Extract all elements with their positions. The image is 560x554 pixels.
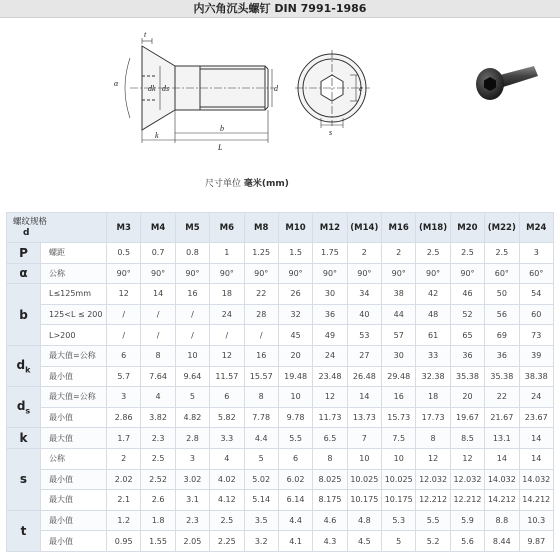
table-cell: 38.38 (519, 366, 553, 387)
table-cell: 26 (278, 284, 312, 305)
table-cell: 2 (382, 243, 416, 264)
table-cell: 5.82 (210, 407, 244, 428)
table-cell: / (244, 325, 278, 346)
table-cell: 5 (244, 448, 278, 469)
table-cell: 30 (313, 284, 347, 305)
table-row (7, 263, 554, 284)
row-label: 最大值=公称 (41, 345, 107, 366)
param-symbol-main: t (20, 523, 27, 538)
unit-note (205, 176, 289, 189)
table-cell: 2.3 (175, 510, 209, 531)
table-row (7, 428, 554, 449)
param-symbol (7, 243, 41, 264)
table-cell: 14 (485, 448, 519, 469)
param-symbol-main: α (19, 266, 28, 281)
table-cell: 1.5 (278, 243, 312, 264)
table-cell: 2.5 (450, 243, 484, 264)
table-cell: 44 (382, 304, 416, 325)
table-cell: 1.75 (313, 243, 347, 264)
size-header: M16 (382, 213, 416, 243)
table-cell: 14.212 (485, 490, 519, 511)
table-cell: 9.87 (519, 531, 553, 552)
size-header: M24 (519, 213, 553, 243)
table-cell: 36 (485, 345, 519, 366)
table-cell: 3 (107, 387, 141, 408)
dim-a: α (114, 79, 119, 88)
param-symbol (7, 448, 41, 510)
table-cell: 5.5 (278, 428, 312, 449)
table-cell: / (141, 304, 175, 325)
table-cell: 18 (210, 284, 244, 305)
param-symbol-sub: k (25, 365, 31, 375)
table-row (7, 366, 554, 387)
table-row (7, 345, 554, 366)
table-cell: 2.02 (107, 469, 141, 490)
table-cell: 4.02 (210, 469, 244, 490)
param-symbol-main: P (19, 245, 28, 260)
table-cell: 22 (244, 284, 278, 305)
table-cell: 3.2 (244, 531, 278, 552)
table-cell: 49 (313, 325, 347, 346)
table-cell: 8.025 (313, 469, 347, 490)
table-row (7, 304, 554, 325)
table-row (7, 531, 554, 552)
table-cell: 14 (347, 387, 381, 408)
table-cell: 61 (416, 325, 450, 346)
table-cell: / (175, 325, 209, 346)
table-cell: 54 (519, 284, 553, 305)
table-cell: 7.64 (141, 366, 175, 387)
table-cell: 10.175 (347, 490, 381, 511)
table-cell: 2.5 (210, 510, 244, 531)
table-cell: 33 (416, 345, 450, 366)
dim-L: L (218, 143, 223, 152)
table-cell: 4.3 (313, 531, 347, 552)
table-cell: 4.8 (347, 510, 381, 531)
table-row (7, 325, 554, 346)
corner-header (7, 213, 107, 243)
table-cell: 4.5 (347, 531, 381, 552)
table-cell: 3.5 (244, 510, 278, 531)
row-label: 最大值=公称 (41, 387, 107, 408)
table-cell: 14 (519, 448, 553, 469)
table-cell: 24 (519, 387, 553, 408)
table-cell: 12.032 (450, 469, 484, 490)
table-cell: 90° (175, 263, 209, 284)
table-row (7, 284, 554, 305)
table-cell: 90° (313, 263, 347, 284)
param-symbol (7, 510, 41, 551)
table-cell: 24 (313, 345, 347, 366)
table-cell: 0.5 (107, 243, 141, 264)
table-row (7, 243, 554, 264)
table-cell: 60° (485, 263, 519, 284)
param-symbol (7, 263, 41, 284)
table-cell: 14.032 (519, 469, 553, 490)
size-header: M6 (210, 213, 244, 243)
param-symbol-main: k (19, 431, 28, 446)
table-cell: 2.5 (485, 243, 519, 264)
table-cell: 3.3 (210, 428, 244, 449)
row-label: 最大值 (41, 490, 107, 511)
row-label: 最小值 (41, 531, 107, 552)
table-cell: 90° (107, 263, 141, 284)
param-symbol (7, 284, 41, 346)
table-cell: 16 (244, 345, 278, 366)
table-cell: / (107, 325, 141, 346)
table-cell: 6 (278, 448, 312, 469)
table-cell: 8.44 (485, 531, 519, 552)
table-cell: 4.4 (278, 510, 312, 531)
table-cell: 3.1 (175, 490, 209, 511)
row-label: 公称 (41, 263, 107, 284)
corner-symbol: d (23, 227, 30, 238)
param-symbol (7, 345, 41, 386)
table-cell: 69 (485, 325, 519, 346)
table-cell: 32.38 (416, 366, 450, 387)
table-cell: 10.175 (382, 490, 416, 511)
table-cell: 3 (519, 243, 553, 264)
table-cell: 11.57 (210, 366, 244, 387)
table-cell: 90° (416, 263, 450, 284)
dim-dk: dk (148, 84, 156, 93)
table-cell: 1 (210, 243, 244, 264)
table-cell: 6.14 (278, 490, 312, 511)
screw-photo (470, 50, 550, 120)
table-cell: 19.48 (278, 366, 312, 387)
table-cell: 21.67 (485, 407, 519, 428)
table-cell: 12 (107, 284, 141, 305)
table-header-row (7, 213, 554, 243)
param-symbol-main: d (16, 399, 26, 414)
row-label: 最小值 (41, 469, 107, 490)
table-cell: 3 (175, 448, 209, 469)
table-cell: 4.82 (175, 407, 209, 428)
row-label: 最小值 (41, 366, 107, 387)
table-cell: 10.025 (347, 469, 381, 490)
table-cell: 26.48 (347, 366, 381, 387)
table-cell: 16 (175, 284, 209, 305)
table-cell: 8 (416, 428, 450, 449)
table-cell: 1.8 (141, 510, 175, 531)
table-cell: 28 (244, 304, 278, 325)
table-row (7, 448, 554, 469)
size-header: (M22) (485, 213, 519, 243)
table-cell: 14 (519, 428, 553, 449)
table-cell: 39 (519, 345, 553, 366)
table-cell: 90° (382, 263, 416, 284)
table-cell: 13.73 (347, 407, 381, 428)
dim-b: b (220, 124, 224, 133)
param-symbol (7, 387, 41, 428)
size-header: M3 (107, 213, 141, 243)
table-cell: 45 (278, 325, 312, 346)
table-cell: 90° (210, 263, 244, 284)
size-header: M5 (175, 213, 209, 243)
table-cell: 90° (244, 263, 278, 284)
table-cell: 4.6 (313, 510, 347, 531)
table-cell: 14 (141, 284, 175, 305)
size-header: M20 (450, 213, 484, 243)
table-cell: 5.6 (450, 531, 484, 552)
table-cell: 5 (175, 387, 209, 408)
table-cell: 34 (347, 284, 381, 305)
table-cell: 12 (416, 448, 450, 469)
table-cell: 12 (450, 448, 484, 469)
table-cell: 24 (210, 304, 244, 325)
table-cell: 23.48 (313, 366, 347, 387)
table-cell: 50 (485, 284, 519, 305)
table-cell: 6.5 (313, 428, 347, 449)
table-cell: 14.212 (519, 490, 553, 511)
table-cell: 5.02 (244, 469, 278, 490)
table-cell: 5.5 (416, 510, 450, 531)
table-cell: 6 (210, 387, 244, 408)
table-cell: 2.6 (141, 490, 175, 511)
table-cell: 27 (347, 345, 381, 366)
table-cell: 90° (450, 263, 484, 284)
row-label: 125<L ≤ 200 (41, 304, 107, 325)
table-cell: / (210, 325, 244, 346)
dim-ds: ds (162, 84, 170, 93)
table-cell: 10.3 (519, 510, 553, 531)
table-cell: 2.5 (416, 243, 450, 264)
table-cell: 3.82 (141, 407, 175, 428)
table-cell: 2 (347, 243, 381, 264)
table-cell: 90° (278, 263, 312, 284)
spec-table (6, 212, 554, 552)
row-label: 最小值 (41, 510, 107, 531)
size-header: M8 (244, 213, 278, 243)
table-cell: 10 (347, 448, 381, 469)
table-cell: 20 (450, 387, 484, 408)
dim-d: d (274, 84, 278, 93)
table-cell: / (175, 304, 209, 325)
table-cell: 46 (450, 284, 484, 305)
table-cell: 17.73 (416, 407, 450, 428)
table-cell: 36 (450, 345, 484, 366)
unit-label: 尺寸单位 (205, 179, 242, 189)
table-cell: 35.38 (450, 366, 484, 387)
param-symbol-main: b (19, 307, 28, 322)
table-cell: 40 (347, 304, 381, 325)
table-cell: 8 (313, 448, 347, 469)
table-cell: 5.9 (450, 510, 484, 531)
table-cell: 5.3 (382, 510, 416, 531)
table-cell: 12.212 (416, 490, 450, 511)
table-cell: 4.12 (210, 490, 244, 511)
table-cell: 18 (416, 387, 450, 408)
dim-t: t (144, 30, 147, 39)
table-cell: 14.032 (485, 469, 519, 490)
page-title: 内六角沉头螺钉 DIN 7991-1986 (0, 0, 560, 18)
table-cell: 8.175 (313, 490, 347, 511)
param-symbol-main: d (16, 357, 26, 372)
table-row (7, 387, 554, 408)
technical-drawing (100, 28, 400, 168)
table-cell: 60 (519, 304, 553, 325)
table-cell: 42 (416, 284, 450, 305)
table-cell: 4.1 (278, 531, 312, 552)
table-cell: 0.8 (175, 243, 209, 264)
table-cell: 1.55 (141, 531, 175, 552)
size-header: M12 (313, 213, 347, 243)
table-cell: 2.05 (175, 531, 209, 552)
table-cell: 5 (382, 531, 416, 552)
param-symbol-main: s (19, 472, 28, 487)
table-cell: 6 (107, 345, 141, 366)
table-row (7, 407, 554, 428)
table-cell: 13.1 (485, 428, 519, 449)
table-cell: 8 (244, 387, 278, 408)
size-header: (M18) (416, 213, 450, 243)
table-row (7, 490, 554, 511)
table-cell: 5.2 (416, 531, 450, 552)
table-cell: 11.73 (313, 407, 347, 428)
row-label: 最小值 (41, 407, 107, 428)
table-cell: 30 (382, 345, 416, 366)
table-cell: 12 (210, 345, 244, 366)
table-cell: 90° (347, 263, 381, 284)
table-cell: 4 (141, 387, 175, 408)
table-cell: 7.78 (244, 407, 278, 428)
table-cell: 12.212 (450, 490, 484, 511)
table-cell: 57 (382, 325, 416, 346)
table-cell: 5.7 (107, 366, 141, 387)
table-cell: 8.8 (485, 510, 519, 531)
table-cell: 22 (485, 387, 519, 408)
dim-e: e (359, 84, 363, 93)
table-cell: 2.86 (107, 407, 141, 428)
row-label: L≤125mm (41, 284, 107, 305)
table-cell: 32 (278, 304, 312, 325)
table-cell: 73 (519, 325, 553, 346)
table-cell: 2.8 (175, 428, 209, 449)
table-cell: / (141, 325, 175, 346)
table-cell: 29.48 (382, 366, 416, 387)
row-label: 螺距 (41, 243, 107, 264)
param-symbol-sub: s (25, 406, 31, 416)
table-cell: 15.73 (382, 407, 416, 428)
table-cell: 0.95 (107, 531, 141, 552)
table-cell: 5.14 (244, 490, 278, 511)
unit-value: 毫米(mm) (243, 179, 289, 189)
param-symbol (7, 428, 41, 449)
dim-s: s (329, 128, 333, 137)
table-cell: 48 (416, 304, 450, 325)
table-cell: 3.02 (175, 469, 209, 490)
table-cell: 0.7 (141, 243, 175, 264)
table-cell: 65 (450, 325, 484, 346)
table-cell: 12 (313, 387, 347, 408)
dim-k: k (155, 131, 159, 140)
table-cell: 56 (485, 304, 519, 325)
table-cell: 52 (450, 304, 484, 325)
table-row (7, 510, 554, 531)
table-cell: 23.67 (519, 407, 553, 428)
table-cell: 8 (141, 345, 175, 366)
table-cell: 1.25 (244, 243, 278, 264)
table-cell: 2.25 (210, 531, 244, 552)
table-cell: 6.02 (278, 469, 312, 490)
table-cell: 7 (347, 428, 381, 449)
table-cell: 1.7 (107, 428, 141, 449)
row-label: L>200 (41, 325, 107, 346)
table-row (7, 469, 554, 490)
table-cell: 2 (107, 448, 141, 469)
table-cell: 20 (278, 345, 312, 366)
size-header: (M14) (347, 213, 381, 243)
table-cell: 53 (347, 325, 381, 346)
table-cell: / (107, 304, 141, 325)
table-cell: 16 (382, 387, 416, 408)
table-cell: 19.67 (450, 407, 484, 428)
table-cell: 10.025 (382, 469, 416, 490)
corner-label: 螺纹规格 (13, 216, 48, 227)
table-cell: 4.4 (244, 428, 278, 449)
size-header: M4 (141, 213, 175, 243)
table-cell: 10 (382, 448, 416, 469)
table-cell: 4 (210, 448, 244, 469)
table-cell: 35.38 (485, 366, 519, 387)
table-cell: 12.032 (416, 469, 450, 490)
row-label: 公称 (41, 448, 107, 469)
table-cell: 1.2 (107, 510, 141, 531)
row-label: 最大值 (41, 428, 107, 449)
table-cell: 90° (141, 263, 175, 284)
table-cell: 7.5 (382, 428, 416, 449)
table-cell: 9.64 (175, 366, 209, 387)
table-cell: 15.57 (244, 366, 278, 387)
table-cell: 9.78 (278, 407, 312, 428)
table-cell: 2.1 (107, 490, 141, 511)
table-cell: 36 (313, 304, 347, 325)
table-cell: 2.3 (141, 428, 175, 449)
size-header: M10 (278, 213, 312, 243)
table-cell: 10 (175, 345, 209, 366)
table-cell: 2.52 (141, 469, 175, 490)
table-cell: 10 (278, 387, 312, 408)
table-cell: 2.5 (141, 448, 175, 469)
table-cell: 38 (382, 284, 416, 305)
table-cell: 8.5 (450, 428, 484, 449)
table-cell: 60° (519, 263, 553, 284)
